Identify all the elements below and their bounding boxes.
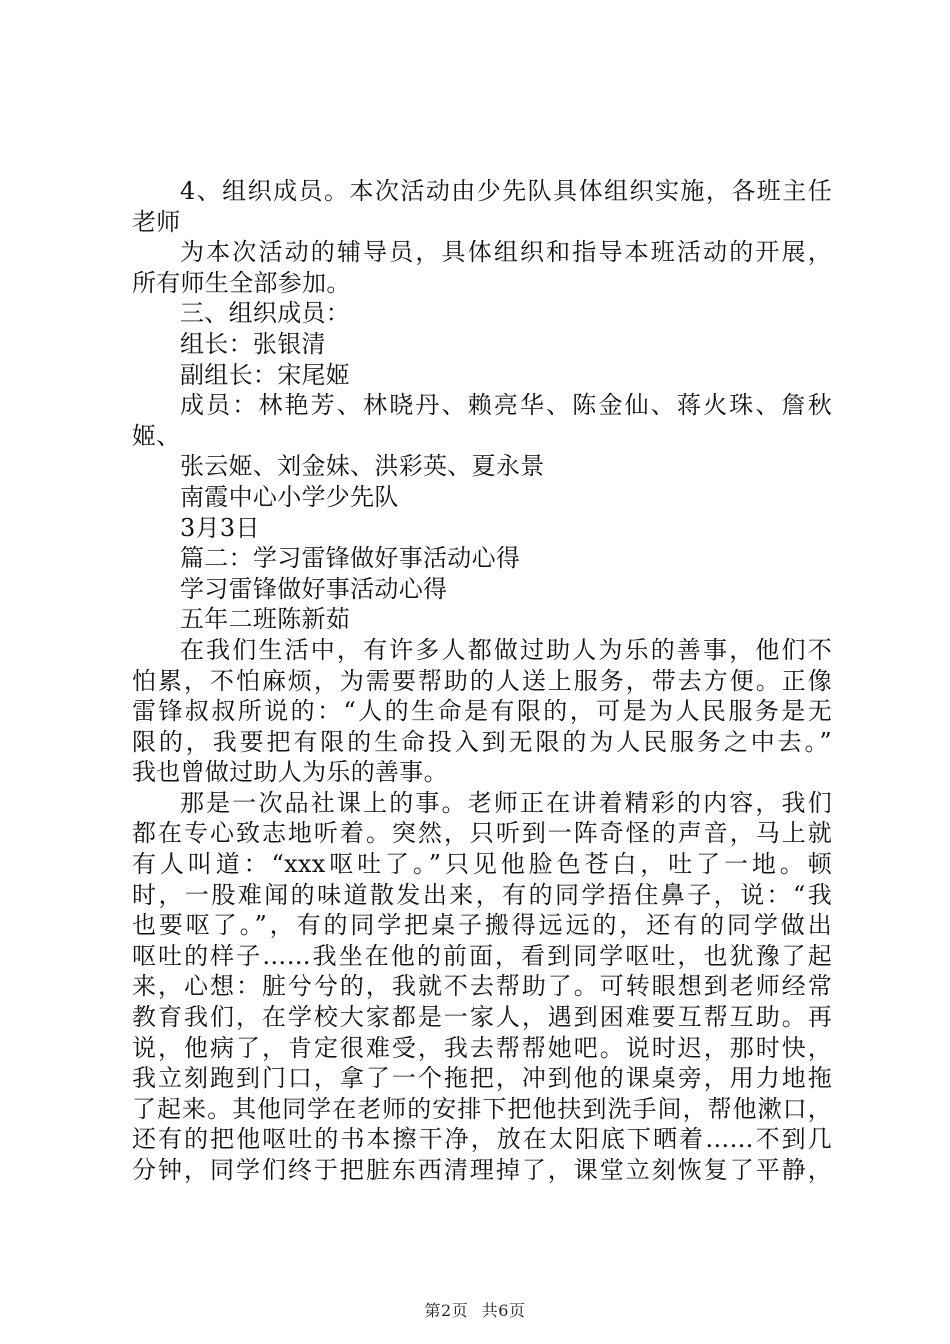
text-line: 教育我们，在学校大家都是一家人，遇到困难要互帮互助。再 [132, 1003, 832, 1032]
text-line: 来，心想：脏兮兮的，我就不去帮助了。可转眼想到老师经常 [132, 972, 832, 1001]
page-number: 第2页 [424, 1301, 469, 1320]
text-line: 说，他病了，肯定很难受，我去帮帮她吧。说时迟，那时快， [132, 1033, 832, 1062]
text-line: 为本次活动的辅导员，具体组织和指导本班活动的开展， [180, 238, 832, 267]
document-body [132, 176, 832, 1186]
page-total: 共6页 [481, 1301, 526, 1320]
text-line: 成员：林艳芳、林晓丹、赖亮华、陈金仙、蒋火珠、詹秋 [180, 391, 832, 420]
text-line: 篇二：学习雷锋做好事活动心得 [180, 544, 521, 573]
text-line: 所有师生全部参加。 [132, 268, 351, 297]
text-line: 分钟，同学们终于把脏东西清理掉了，课堂立刻恢复了平静， [132, 1156, 832, 1184]
text-line: 都在专心致志地听着。突然，只听到一阵奇怪的声音，马上就 [132, 819, 832, 848]
text-line: 雷锋叔叔所说的：“人的生命是有限的，可是为人民服务是无 [132, 697, 832, 726]
text-line: 我也曾做过助人为乐的善事。 [132, 758, 448, 787]
text-line: 了起来。其他同学在老师的安排下把他扶到洗手间，帮他漱口， [132, 1094, 832, 1123]
text-line: 那是一次品社课上的事。老师正在讲着精彩的内容，我们 [180, 788, 832, 817]
text-line: 还有的把他呕吐的书本擦干净，放在太阳底下晒着……不到几 [132, 1125, 832, 1154]
text-line: 张云姬、刘金妹、洪彩英、夏永景 [180, 452, 545, 481]
text-line: 呕吐的样子……我坐在他的前面，看到同学呕吐，也犹豫了起 [132, 941, 832, 970]
text-line: 我立刻跑到门口，拿了一个拖把，冲到他的课桌旁，用力地拖 [132, 1064, 832, 1093]
text-line: 在我们生活中，有许多人都做过助人为乐的善事，他们不 [180, 635, 832, 664]
text-line: 副组长：宋尾姬 [180, 360, 351, 389]
text-line: 时，一股难闻的味道散发出来，有的同学捂住鼻子，说：“我 [132, 880, 832, 909]
text-line: 南霞中心小学少先队 [180, 482, 399, 511]
text-line: 老师 [132, 207, 181, 236]
text-line: 五年二班陈新茹 [180, 605, 351, 634]
text-line: 学习雷锋做好事活动心得 [180, 574, 448, 603]
text-line: 有人叫道：“xxx呕吐了。”只见他脸色苍白，吐了一地。顿 [132, 850, 832, 879]
text-line: 3月3日 [180, 513, 260, 542]
text-line: 也要呕了。”，有的同学把桌子搬得远远的，还有的同学做出 [132, 911, 832, 940]
text-line: 怕累，不怕麻烦，为需要帮助的人送上服务，带去方便。正像 [132, 666, 832, 695]
page-footer [0, 1298, 950, 1321]
text-line: 4、组织成员。本次活动由少先队具体组织实施，各班主任 [180, 177, 832, 205]
text-line: 组长：张银清 [180, 329, 326, 358]
text-line: 三、组织成员： [180, 299, 351, 328]
text-line: 限的，我要把有限的生命投入到无限的为人民服务之中去。” [132, 727, 832, 756]
text-line: 姬、 [132, 421, 181, 450]
